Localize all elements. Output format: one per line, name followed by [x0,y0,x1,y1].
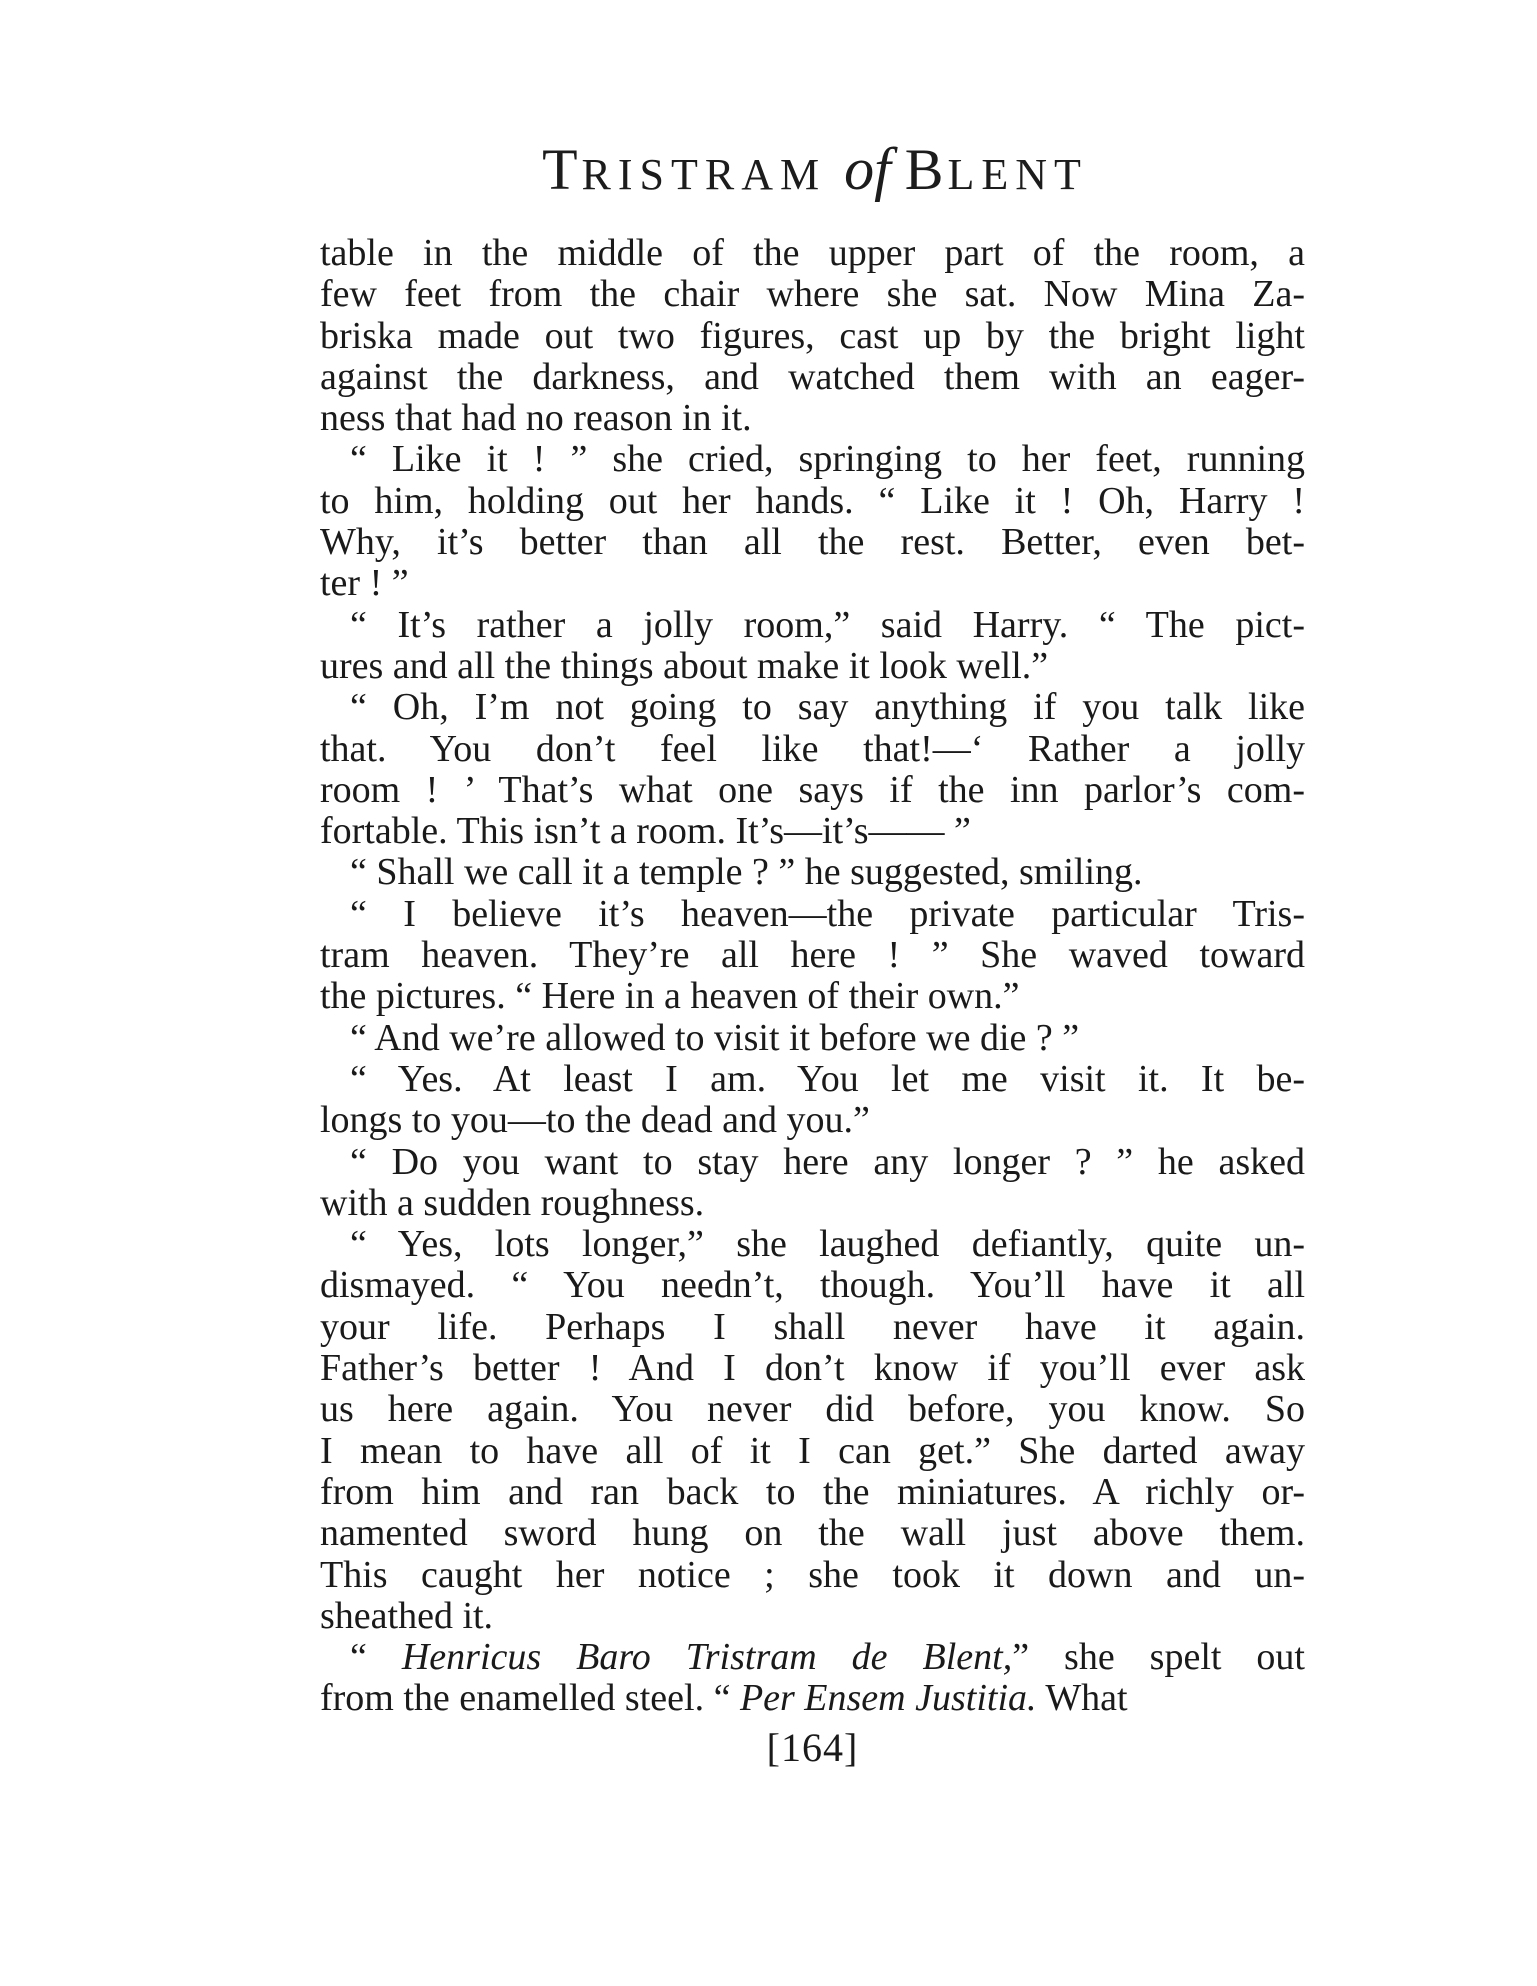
text-line [320,1555,1305,1596]
text-span: “ Yes. At least I am. You let me visit it. It be- [350,1057,1305,1100]
text-line [320,1637,1305,1678]
text-line [320,1224,1305,1265]
running-head-initial-1: T [542,137,582,202]
text-line [320,1389,1305,1430]
text-line [320,563,1305,604]
text-span: “ Oh, I’m not going to say anything if you talk like [350,686,1305,729]
text-span: ” she spelt out [1012,1636,1305,1679]
text-line [320,316,1305,357]
text-line [320,439,1305,480]
text-span: us here again. You never did before, you know. So [320,1388,1305,1431]
text-line [320,1142,1305,1183]
text-line [320,1183,1305,1224]
text-span: “ Shall we call it a temple ? ” he suggested, smiling. [350,851,1143,894]
text-line [320,687,1305,728]
text-line [320,1513,1305,1554]
text-line [320,1431,1305,1472]
text-line [320,811,1305,852]
text-span: fortable. This isn’t a room. It’s—it’s—— ” [320,810,971,853]
running-head-initial-2: B [904,137,948,202]
text-line [320,1348,1305,1389]
text-line [320,976,1305,1017]
text-line [320,770,1305,811]
running-head-connector: of [844,136,891,202]
text-span: Father’s better ! And I don’t know if you’ll ever ask [320,1347,1305,1390]
text-span: from the enamelled steel. “ [320,1677,740,1720]
text-line [320,233,1305,274]
text-span: “ [350,1636,402,1679]
text-span: the pictures. “ Here in a heaven of their own.” [320,975,1020,1018]
text-span: “ And we’re allowed to visit it before we die ? ” [350,1016,1080,1059]
text-line [320,274,1305,315]
text-span: your life. Perhaps I shall never have it again. [320,1305,1305,1348]
text-line [320,522,1305,563]
text-span: tram heaven. They’re all here ! ” She waved toward [320,934,1305,977]
text-line [320,729,1305,770]
text-span: I mean to have all of it I can get.” She darted away [320,1429,1305,1472]
text-span: that. You don’t feel like that!—‘ Rather a jolly [320,727,1305,770]
running-head-word-1: RISTRAM [581,150,827,199]
text-span: ness that had no reason in it. [320,397,752,440]
text-span: against the darkness, and watched them with an eager- [320,355,1305,398]
text-line [320,852,1305,893]
text-span: “ I believe it’s heaven—the private particular Tris- [350,892,1305,935]
text-span: Why, it’s better than all the rest. Better, even bet- [320,521,1305,564]
text-line [320,1596,1305,1637]
text-span: longs to you—to the dead and you.” [320,1099,870,1142]
text-span: dismayed. “ You needn’t, though. You’ll have it all [320,1264,1305,1307]
page-number: [164] [766,1725,859,1770]
text-span: This caught her notice ; she took it down and un- [320,1553,1305,1596]
text-line [320,646,1305,687]
italic-span: Henricus Baro Tristram de Blent, [401,1636,1013,1679]
running-head-word-2: LENT [947,150,1088,199]
text-span: sheathed it. [320,1594,494,1637]
text-span: “ Do you want to stay here any longer ? ” he asked [350,1140,1305,1183]
text-span: “ Yes, lots longer,” she laughed defiantly, quite un- [350,1223,1305,1266]
text-line [320,1472,1305,1513]
text-line [320,605,1305,646]
text-span: few feet from the chair where she sat. Now Mina Za- [320,273,1305,316]
text-span: from him and ran back to the miniatures. A richly or- [320,1470,1305,1513]
text-span: namented sword hung on the wall just above them. [320,1512,1305,1555]
italic-span: Per Ensem Justitia. [739,1677,1037,1720]
text-line [320,1059,1305,1100]
text-line [320,1307,1305,1348]
text-line [320,1100,1305,1141]
text-span: What [1036,1677,1128,1720]
text-line [320,894,1305,935]
text-line [320,357,1305,398]
text-span: briska made out two figures, cast up by the bright light [320,314,1305,357]
text-span: ures and all the things about make it look well.” [320,644,1049,687]
text-span: table in the middle of the upper part of the room, a [320,232,1305,274]
text-span: ter ! ” [320,562,409,605]
body-text [320,233,1305,1720]
text-line [320,935,1305,976]
text-span: with a sudden roughness. [320,1181,705,1224]
text-span: “ Like it ! ” she cried, springing to her feet, running [350,438,1305,481]
text-span: room ! ’ That’s what one says if the inn parlor’s com- [320,768,1305,811]
text-line [320,1018,1305,1059]
text-line [320,1678,1305,1719]
text-span: “ It’s rather a jolly room,” said Harry. “ The pict- [350,603,1305,646]
text-line [320,398,1305,439]
text-span: to him, holding out her hands. “ Like it ! Oh, Harry ! [320,479,1305,522]
running-head [320,135,1310,204]
text-line [320,1265,1305,1306]
text-line [320,481,1305,522]
